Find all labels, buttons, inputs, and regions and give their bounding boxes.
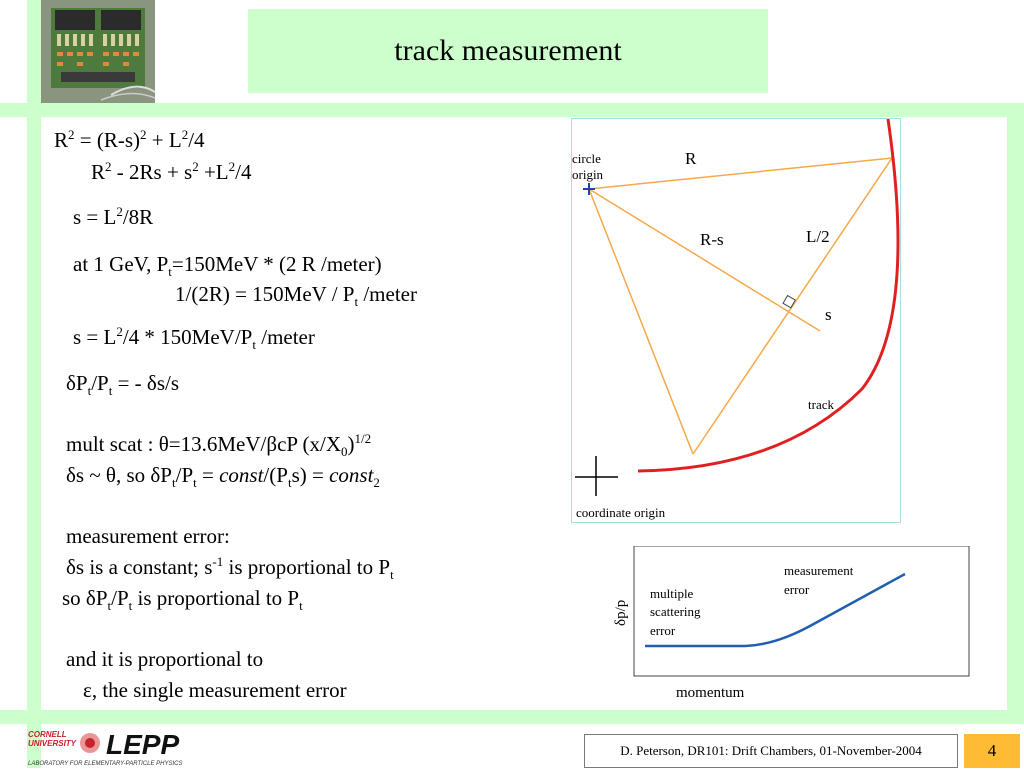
equation-text: + L <box>146 128 182 152</box>
equation-text: s) = <box>291 463 330 487</box>
equation-text: /4 <box>235 160 252 184</box>
x-axis-label: momentum <box>676 685 745 701</box>
superscript: 2 <box>68 127 75 142</box>
equation-text: at 1 GeV, P <box>73 252 169 276</box>
track-arc <box>638 119 898 471</box>
superscript: 2 <box>105 159 112 174</box>
equation-line <box>66 554 394 583</box>
equation-text: R <box>91 160 106 184</box>
subscript: t <box>168 264 172 280</box>
equation-line <box>73 324 315 353</box>
y-axis-label: δp/p <box>613 599 629 626</box>
subscript: t <box>128 598 133 614</box>
equation-line <box>175 282 417 310</box>
equation-line <box>54 128 205 152</box>
equation-text: 1/(2R) = 150MeV / P <box>175 282 355 306</box>
subscript: t <box>299 598 303 614</box>
footer-citation: D. Peterson, DR101: Drift Chambers, 01-November-2004 <box>620 743 922 758</box>
subscript: 0 <box>341 444 348 460</box>
footer-citation-box <box>584 734 958 768</box>
equation-line <box>73 252 382 280</box>
half-chord-label: L/2 <box>806 227 830 246</box>
equation-text: ε, the single measurement error <box>83 678 347 702</box>
equation-text: δs ~ θ, so δP <box>66 463 172 487</box>
lepp-wordmark: LEPP <box>106 729 180 760</box>
bottom-horizontal-band <box>0 710 1024 724</box>
equation-line <box>91 160 251 184</box>
subscript: t <box>108 383 113 399</box>
superscript: 2 <box>228 159 236 174</box>
equation-text: = <box>196 463 220 487</box>
equation-text: /P <box>175 463 194 487</box>
title-box <box>248 9 768 93</box>
page-title: track measurement <box>394 34 622 67</box>
lepp-tagline: LABORATORY FOR ELEMENTARY-PARTICLE PHYSICS <box>28 761 183 767</box>
equation-line <box>62 586 303 614</box>
equation-line <box>73 205 153 229</box>
chord-line <box>693 158 892 454</box>
equation-text: mult scat : θ=13.6MeV/βcP (x/X <box>66 432 342 456</box>
right-vertical-band <box>1007 117 1024 710</box>
track-label: track <box>808 397 834 412</box>
equation-line <box>83 678 347 702</box>
right-angle-marker <box>783 296 795 308</box>
equation-text: R <box>54 128 69 152</box>
equation-text: const <box>219 463 264 487</box>
equation-line <box>66 371 180 399</box>
subscript: t <box>354 294 359 310</box>
sagitta-line <box>589 189 820 331</box>
multiple-scattering-label-3: error <box>650 623 676 638</box>
equation-text: is proportional to P <box>132 586 300 610</box>
page-number: 4 <box>987 741 997 760</box>
equation-text: /meter <box>255 325 315 349</box>
superscript: 2 <box>181 127 189 142</box>
equation-text: - 2Rs + s <box>111 160 193 184</box>
superscript: 2 <box>116 324 123 339</box>
equation-text: /P <box>91 371 109 395</box>
coordinate-origin-label: coordinate origin <box>576 505 666 520</box>
error-vs-momentum-plot <box>605 546 985 706</box>
equation-text: is proportional to P <box>223 555 391 579</box>
equation-text: +L <box>198 160 229 184</box>
equation-line <box>66 463 380 491</box>
equation-text: /(P <box>263 463 288 487</box>
equation-text: =150MeV * (2 R /meter) <box>171 252 382 276</box>
equation-text: /4 * 150MeV/P <box>122 325 253 349</box>
track-geometry-diagram <box>571 118 901 523</box>
equation-text: s = L <box>73 325 117 349</box>
cornell-wordmark-2: UNIVERSITY <box>28 739 77 748</box>
superscript: 2 <box>192 159 199 174</box>
superscript: 2 <box>116 204 123 219</box>
superscript: -1 <box>212 554 224 569</box>
subscript: t <box>287 475 292 491</box>
equation-text: /P <box>111 586 129 610</box>
equation-text: δP <box>66 371 88 395</box>
subscript: t <box>390 567 394 583</box>
equation-line <box>66 524 230 548</box>
equation-text: s = L <box>73 205 117 229</box>
subscript: t <box>107 598 112 614</box>
cornell-wordmark-1: CORNELL <box>28 730 67 739</box>
equation-text: = (R-s) <box>74 128 141 152</box>
measurement-error-label-1: measurement <box>784 563 854 578</box>
equation-text: = - δs/s <box>112 371 180 395</box>
equation-text: so δP <box>62 586 108 610</box>
equation-text: ) <box>347 432 355 456</box>
equation-line <box>66 431 372 460</box>
measurement-error-label-2: error <box>784 582 810 597</box>
subscript: t <box>171 475 176 491</box>
superscript: 2 <box>140 127 147 142</box>
equation-text: const <box>329 463 374 487</box>
circuit-board-photo <box>41 0 155 103</box>
equation-text: δs is a constant; s <box>66 555 213 579</box>
r-minus-s-label: R-s <box>700 230 724 249</box>
origin-label: origin <box>572 167 604 182</box>
equation-text: /4 <box>188 128 205 152</box>
equation-line <box>66 647 263 671</box>
sagitta-label: s <box>825 305 832 324</box>
multiple-scattering-label-2: scattering <box>650 604 701 619</box>
subscript: 2 <box>373 475 380 491</box>
subscript: t <box>193 475 197 491</box>
multiple-scattering-label-1: multiple <box>650 586 694 601</box>
superscript: 1/2 <box>354 431 372 446</box>
equation-text: and it is proportional to <box>66 647 264 671</box>
circle-label: circle <box>572 151 601 166</box>
lepp-logo <box>28 727 198 767</box>
page-number-box <box>964 734 1020 768</box>
subscript: t <box>252 337 256 353</box>
radius-line <box>589 158 892 189</box>
radius-line-lower <box>589 189 693 454</box>
equation-text: measurement error: <box>66 524 230 548</box>
top-horizontal-band <box>0 103 1024 117</box>
equation-text: /8R <box>122 205 154 229</box>
radius-label: R <box>685 149 697 168</box>
equation-text: /meter <box>358 282 417 306</box>
subscript: t <box>87 383 92 399</box>
